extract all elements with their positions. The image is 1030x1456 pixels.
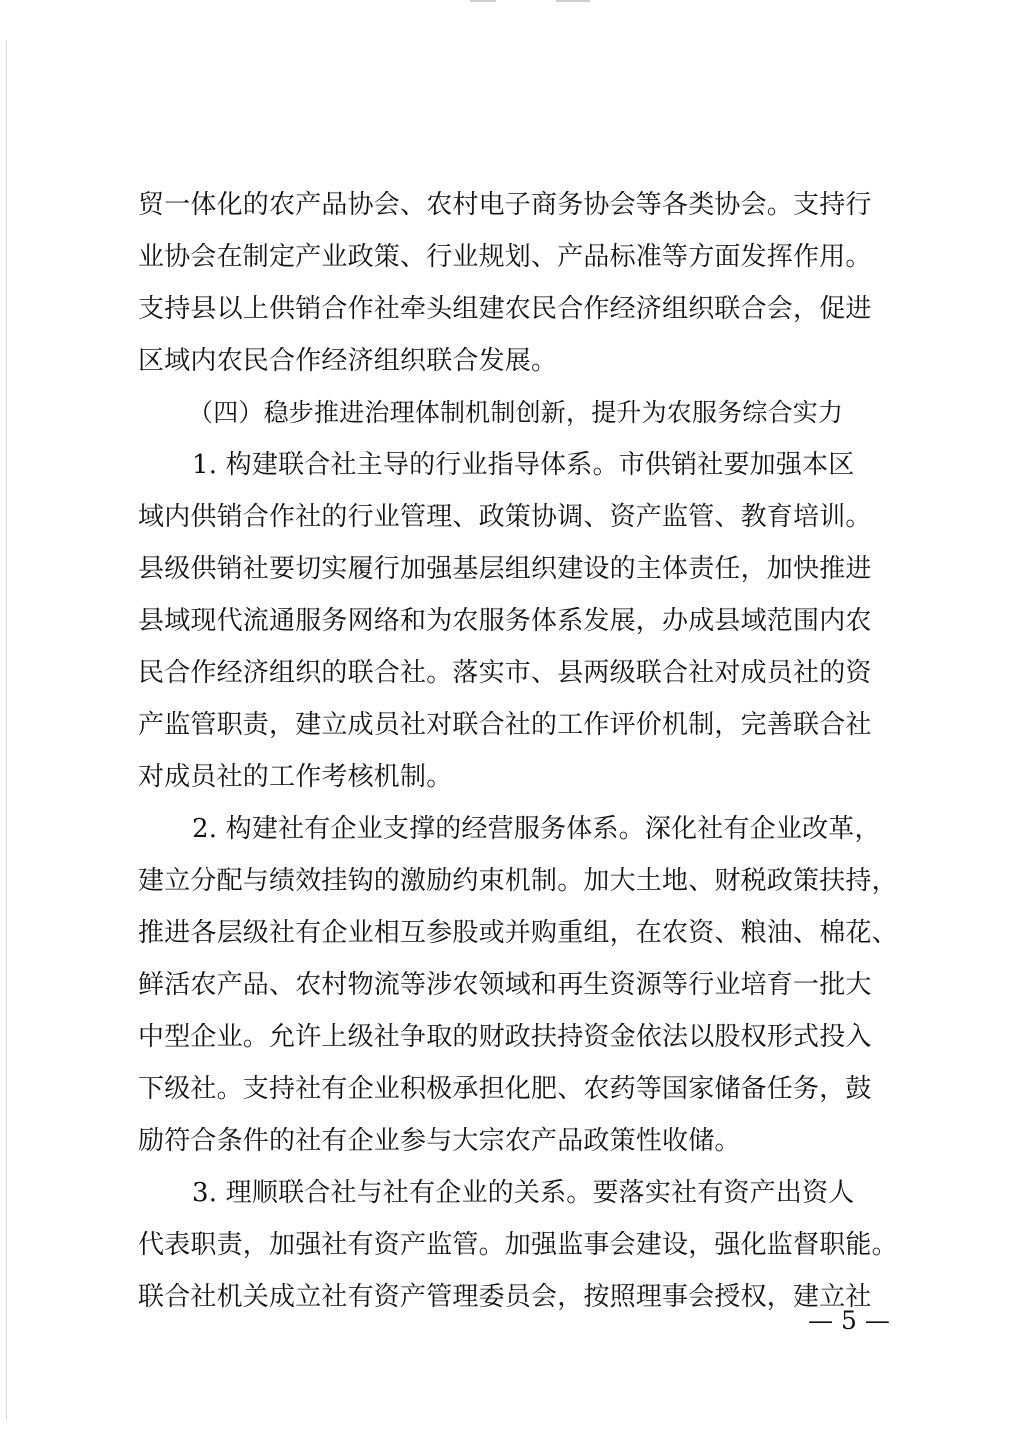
text-line: 鲜活农产品、农村物流等涉农领域和再生资源等行业培育一批大 <box>138 970 872 1000</box>
text-line: 域内供销合作社的行业管理、政策协调、资产监管、教育培训。 <box>138 502 872 532</box>
text-line: 区域内农民合作经济组织联合发展。 <box>138 346 558 376</box>
text-line: 中型企业。允许上级社争取的财政扶持资金依法以股权形式投入 <box>138 1022 872 1052</box>
numbered-paragraph-start: 2. 构建社有企业支撑的经营服务体系。深化社有企业改革， <box>192 814 881 844</box>
text-line: 产监管职责，建立成员社对联合社的工作评价机制，完善联合社 <box>138 710 872 740</box>
text-line: 下级社。支持社有企业积极承担化肥、农药等国家储备任务，鼓 <box>138 1074 872 1104</box>
text-line: 对成员社的工作考核机制。 <box>138 762 453 792</box>
scan-artifact <box>470 0 496 2</box>
text-line: 县域现代流通服务网络和为农服务体系发展，办成县域范围内农 <box>138 606 872 636</box>
text-line: 推进各层级社有企业相互参股或并购重组，在农资、粮油、棉花、 <box>138 918 898 948</box>
text-line: 代表职责，加强社有资产监管。加强监事会建设，强化监督职能。 <box>138 1230 898 1260</box>
section-heading: （四）稳步推进治理体制机制创新，提升为农服务综合实力 <box>188 398 844 427</box>
text-line: 民合作经济组织的联合社。落实市、县两级联合社对成员社的资 <box>138 658 872 688</box>
text-line: 支持县以上供销合作社牵头组建农民合作经济组织联合会，促进 <box>138 294 872 324</box>
text-line: 建立分配与绩效挂钩的激励约束机制。加大土地、财税政策扶持， <box>138 866 898 896</box>
numbered-paragraph-start: 3. 理顺联合社与社有企业的关系。要落实社有资产出资人 <box>192 1178 855 1208</box>
page-number: — 5 — <box>808 1306 890 1335</box>
scan-artifact <box>556 0 590 2</box>
numbered-paragraph-start: 1. 构建联合社主导的行业指导体系。市供销社要加强本区 <box>192 450 855 480</box>
text-line: 县级供销社要切实履行加强基层组织建设的主体责任，加快推进 <box>138 554 872 584</box>
text-line: 业协会在制定产业政策、行业规划、产品标准等方面发挥作用。 <box>138 242 872 272</box>
text-line: 励符合条件的社有企业参与大宗农产品政策性收储。 <box>138 1126 741 1156</box>
document-body <box>138 184 902 1318</box>
scan-edge-line <box>6 40 7 1420</box>
text-line: 贸一体化的农产品协会、农村电子商务协会等各类协会。支持行 <box>138 190 872 220</box>
text-line: 联合社机关成立社有资产管理委员会，按照理事会授权，建立社 <box>138 1282 872 1312</box>
